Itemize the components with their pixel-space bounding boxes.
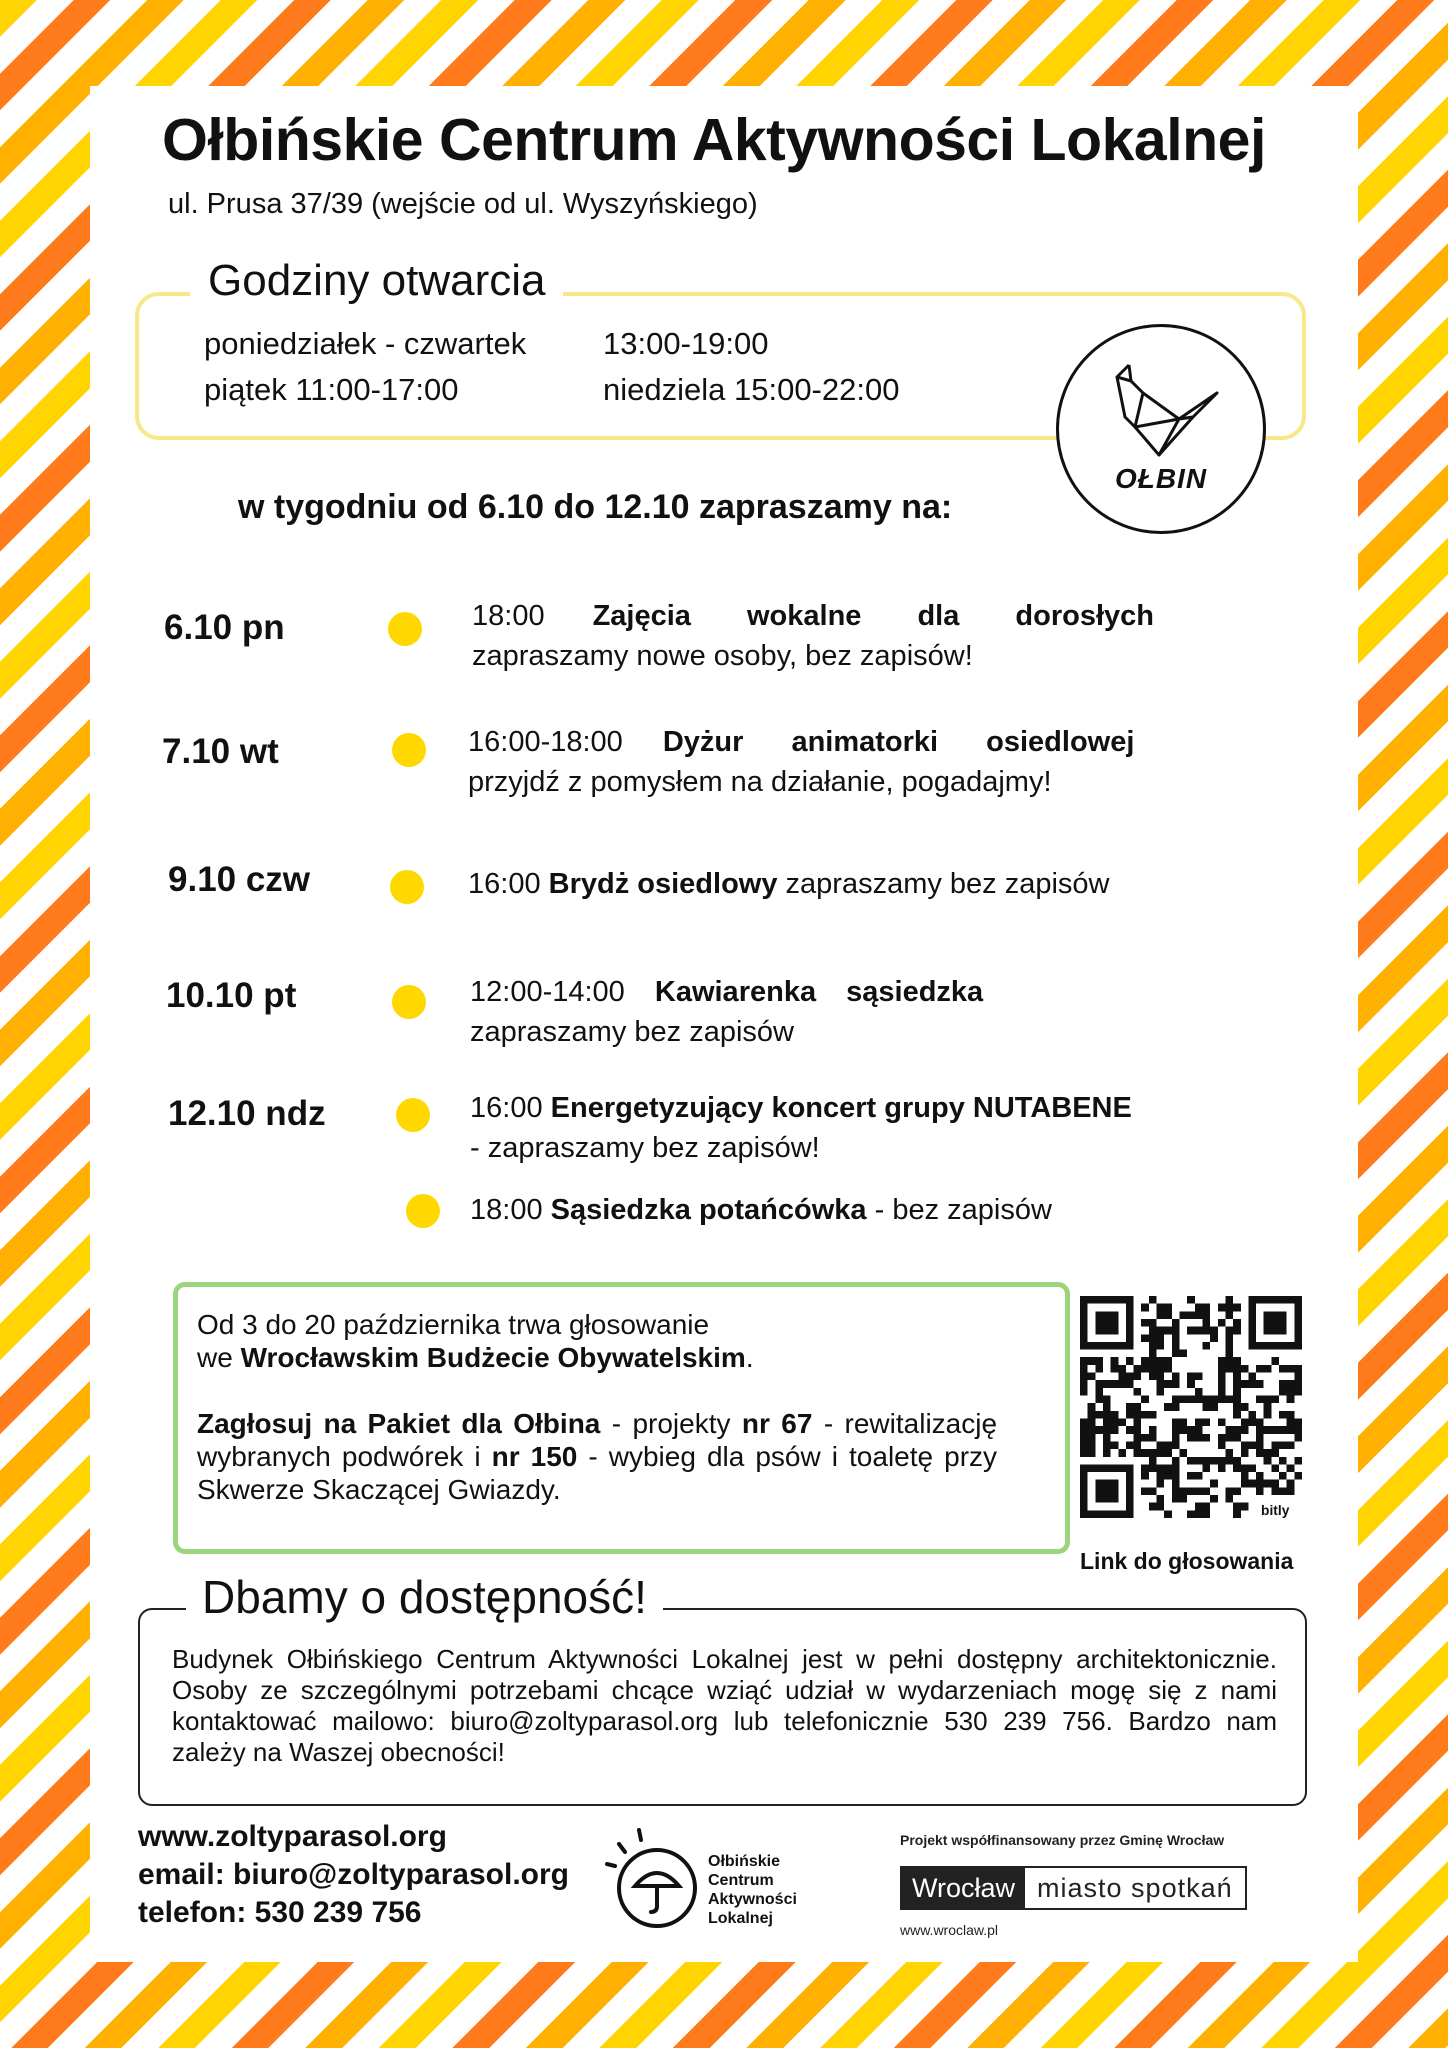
phone-number: telefon: 530 239 756	[138, 1896, 422, 1929]
event-time: 18:00	[472, 600, 545, 632]
event-bullet	[406, 1194, 440, 1228]
event-date: 9.10 czw	[168, 860, 311, 899]
hours-weekdays-time: 13:00-19:00	[603, 326, 769, 361]
wroclaw-logo-name: Wrocław	[902, 1868, 1025, 1908]
address: ul. Prusa 37/39 (wejście od ul. Wyszyńskiego)	[168, 188, 758, 220]
website-link[interactable]: www.zoltyparasol.org	[138, 1820, 447, 1853]
cofinanced-note: Projekt współfinansowany przez Gminę Wrocław	[900, 1832, 1225, 1848]
event-time: 16:00	[470, 1092, 543, 1124]
event-date: 10.10 pt	[166, 976, 297, 1015]
event-date: 12.10 ndz	[168, 1094, 326, 1133]
wroclaw-logo	[900, 1866, 1247, 1910]
event-title: Energetyzujący koncert grupy NUTABENE	[550, 1092, 1132, 1124]
wroclaw-url[interactable]: www.wroclaw.pl	[900, 1922, 999, 1938]
event-item	[470, 972, 983, 1052]
event-time: 16:00-18:00	[468, 726, 623, 758]
event-bullet	[390, 870, 424, 904]
qr-code[interactable]	[1080, 1296, 1302, 1518]
event-time: 16:00	[468, 868, 541, 900]
event-time: 18:00	[470, 1194, 543, 1226]
organization-name: Ołbińskie Centrum Aktywności Lokalnej	[708, 1853, 797, 1927]
event-item	[470, 1088, 1132, 1168]
accessibility-text: Budynek Ołbińskiego Centrum Aktywności Lokalnej jest w pełni dostępny architektonicznie. Osoby ze szczególnymi potrzebami chcące wziąć udział w wydarzeniach mogę się z nami kontaktować mailowo: biuro@zoltyparasol.org lub telefonicznie 530 239 756. Bardzo nam zależy na Waszej obecności!	[172, 1644, 1277, 1767]
email-link[interactable]: email: biuro@zoltyparasol.org	[138, 1858, 569, 1891]
event-title: Kawiarenka sąsiedzka	[654, 976, 984, 1008]
hours-friday: piątek 11:00-17:00	[204, 372, 459, 407]
event-item	[468, 722, 1164, 802]
event-bullet	[392, 733, 426, 767]
event-note: zapraszamy bez zapisów	[785, 868, 1110, 900]
wroclaw-logo-tagline: miasto spotkań	[1025, 1868, 1245, 1908]
event-bullet	[388, 612, 422, 646]
hours-sunday: niedziela 15:00-22:00	[603, 372, 900, 407]
week-heading: w tygodniu od 6.10 do 12.10 zapraszamy na:	[238, 488, 953, 526]
olbin-logo	[1056, 324, 1266, 534]
opening-hours-title: Godziny otwarcia	[190, 256, 563, 306]
event-note: - zapraszamy bez zapisów!	[470, 1132, 820, 1164]
qr-caption: Link do głosowania	[1080, 1548, 1294, 1574]
hours-weekdays: poniedziałek - czwartek	[204, 326, 527, 361]
event-note: - bez zapisów	[874, 1194, 1052, 1226]
event-title: Zajęcia wokalne dla dorosłych	[592, 600, 1155, 632]
event-date: 6.10 pn	[164, 608, 285, 647]
voting-line: Od 3 do 20 października trwa głosowanie	[197, 1309, 710, 1340]
event-bullet	[396, 1098, 430, 1132]
event-title: Brydż osiedlowy	[548, 868, 778, 900]
olbin-logo-label: OŁBIN	[1114, 463, 1208, 494]
event-date: 7.10 wt	[162, 732, 279, 771]
event-note: zapraszamy bez zapisów	[470, 1016, 794, 1048]
event-item	[468, 864, 1110, 904]
umbrella-logo-icon	[605, 1826, 705, 1936]
poster-sheet	[90, 86, 1358, 1962]
origami-swan-icon	[1109, 357, 1219, 467]
page-title: Ołbińskie Centrum Aktywności Lokalnej	[162, 107, 1266, 173]
voting-paragraph: Zagłosuj na Pakiet dla Ołbina - projekty nr 67 - rewitalizację wybranych podwórek i nr 150 - wybieg dla psów i toaletę przy Skwerze Skaczącej Gwiazdy.	[197, 1408, 998, 1505]
event-item	[472, 596, 1164, 676]
event-item	[470, 1190, 1052, 1230]
event-note: zapraszamy nowe osoby, bez zapisów!	[472, 640, 973, 672]
event-time: 12:00-14:00	[470, 976, 625, 1008]
qr-tag: bitly	[1261, 1502, 1290, 1518]
accessibility-title: Dbamy o dostępność!	[186, 1570, 663, 1624]
voting-text	[197, 1308, 997, 1506]
event-note: przyjdź z pomysłem na działanie, pogadajmy!	[468, 766, 1052, 798]
event-title: Dyżur animatorki osiedlowej	[662, 726, 1135, 758]
event-title: Sąsiedzka potańcówka	[550, 1194, 867, 1226]
voting-line: we Wrocławskim Budżecie Obywatelskim.	[197, 1342, 754, 1373]
event-bullet	[392, 985, 426, 1019]
